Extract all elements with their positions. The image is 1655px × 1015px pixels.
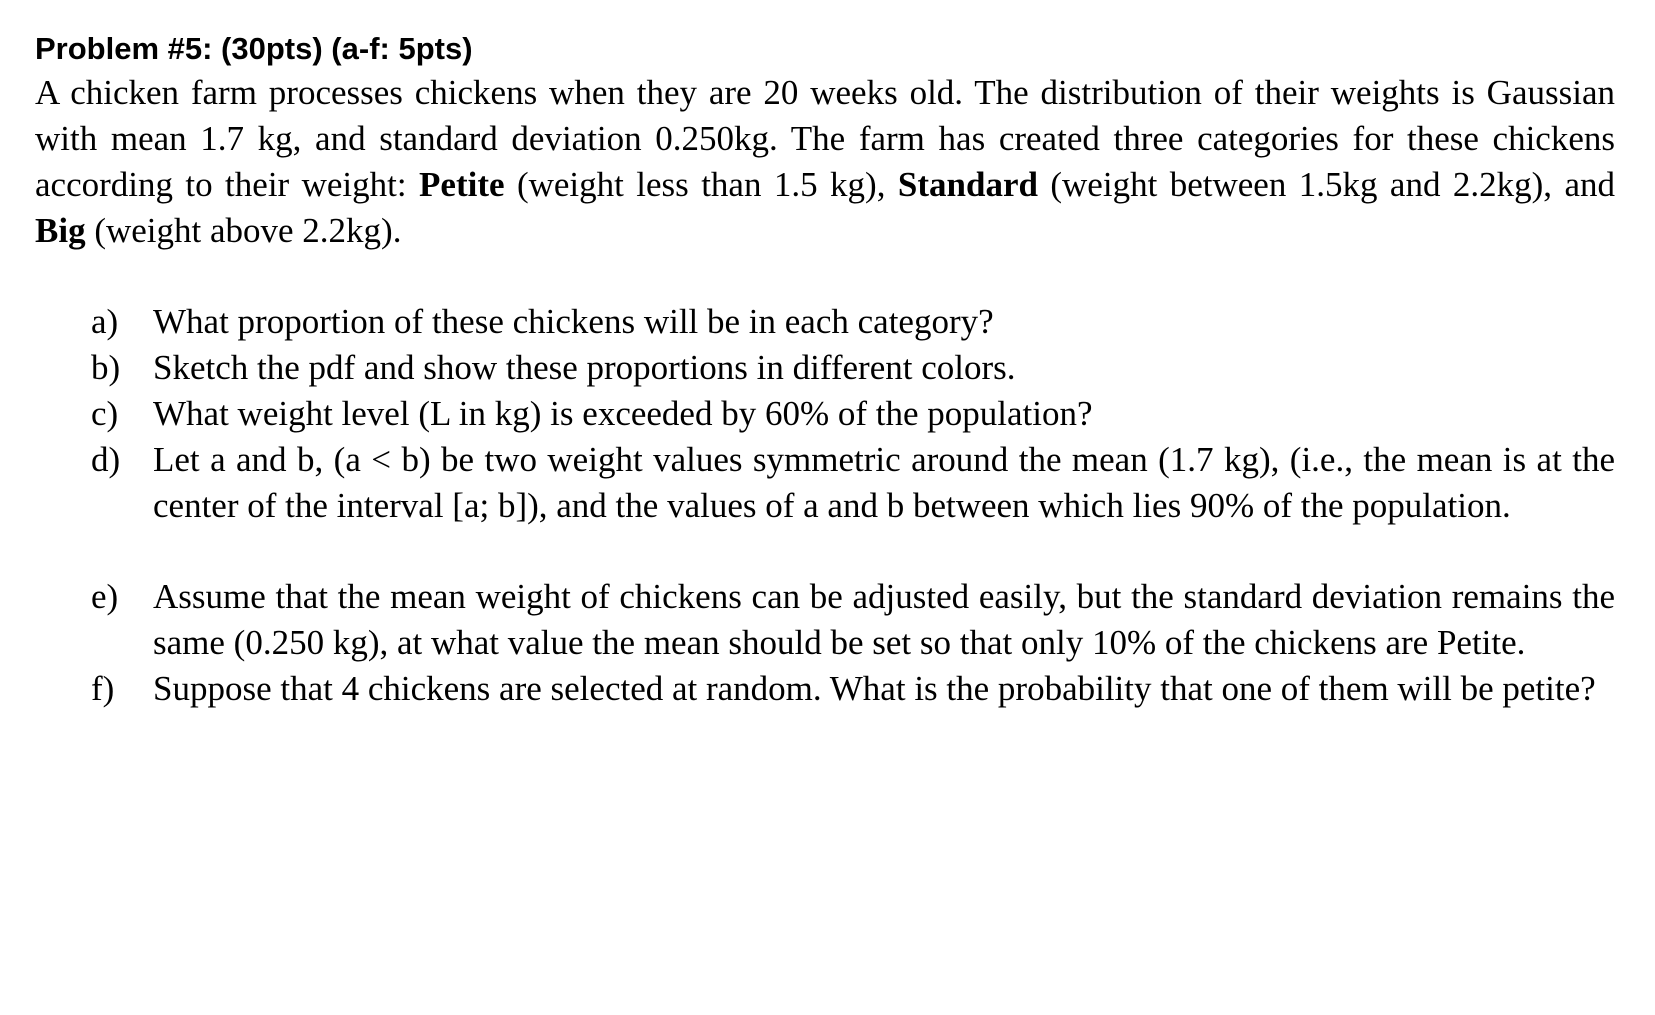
question-marker: d) <box>91 440 121 479</box>
question-text: Assume that the mean weight of chickens can be adjusted easily, but the standard deviation remains the same (0.250 kg), at what value the mean should be set so that only 10% of the chickens are Petite. <box>153 577 1615 662</box>
intro-text-part4: (weight above 2.2kg). <box>85 211 402 250</box>
question-marker: a) <box>91 302 119 341</box>
category-standard-label: Standard <box>897 165 1038 204</box>
question-c <box>35 391 1615 437</box>
category-big-label: Big <box>35 211 86 250</box>
problem-document <box>35 28 1615 712</box>
problem-heading: Problem #5: (30pts) (a-f: 5pts) <box>35 31 473 66</box>
question-f <box>35 666 1615 712</box>
question-text: What weight level (L in kg) is exceeded by 60% of the population? <box>153 394 1093 433</box>
intro-text-part3: (weight between 1.5kg and 2.2kg), and <box>1037 165 1615 204</box>
question-text: Suppose that 4 chickens are selected at random. What is the probability that one of them will be petite? <box>153 669 1596 708</box>
category-petite-label: Petite <box>419 165 505 204</box>
question-marker: b) <box>91 348 121 387</box>
question-e <box>35 574 1615 666</box>
question-text: What proportion of these chickens will be in each category? <box>153 302 994 341</box>
question-a <box>35 299 1615 345</box>
intro-text-part2: (weight less than 1.5 kg), <box>504 165 898 204</box>
question-marker: e) <box>91 577 119 616</box>
question-b <box>35 345 1615 391</box>
question-text: Let a and b, (a < b) be two weight values symmetric around the mean (1.7 kg), (i.e., the mean is at the center of the interval [a; b]), and the values of a and b between which lies 90% of the population. <box>153 440 1615 525</box>
question-marker: f) <box>91 669 115 708</box>
question-text: Sketch the pdf and show these proportions in different colors. <box>153 348 1016 387</box>
intro-text-part1: A chicken farm processes chickens when they are 20 weeks old. The distribution of their weights is Gaussian with mean 1.7 kg, and standard deviation 0.250kg. The farm has created three categories for these chickens according to their weight: <box>35 73 1615 204</box>
question-list <box>35 299 1615 712</box>
problem-intro <box>35 70 1615 254</box>
question-marker: c) <box>91 394 119 433</box>
question-d <box>35 437 1615 529</box>
